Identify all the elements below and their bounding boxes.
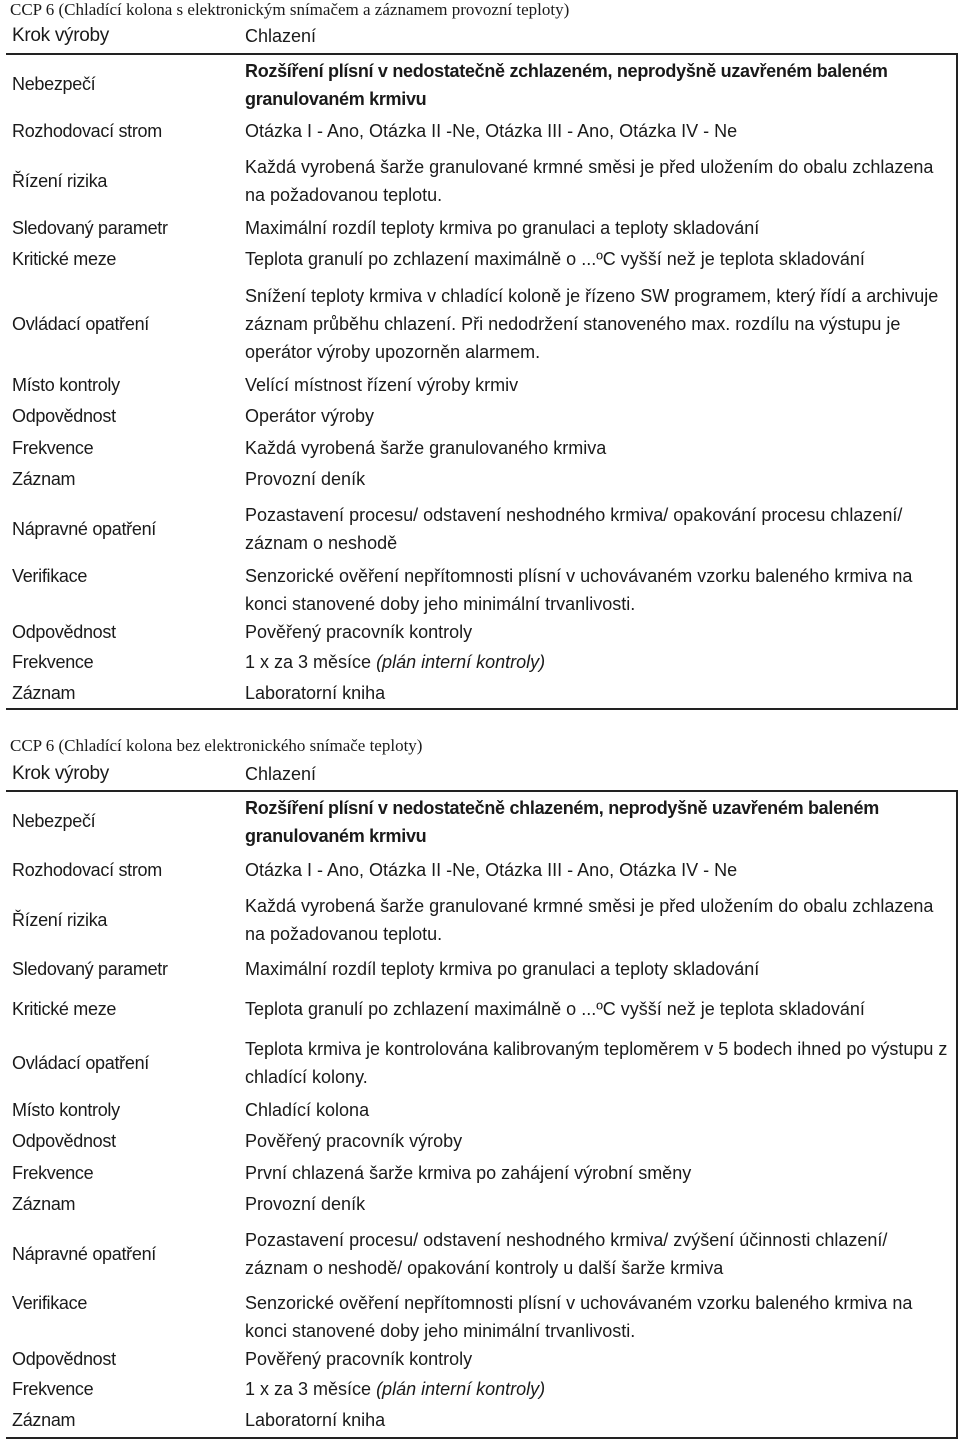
section-2-krok-value: Chlazení <box>245 764 317 784</box>
row-label: Verifikace <box>12 566 88 586</box>
row-value: Každá vyrobená šarže granulovaného krmiva <box>245 438 607 458</box>
row-value: Chladící kolona <box>245 1100 370 1120</box>
row-label: Odpovědnost <box>12 622 116 642</box>
row-label: Frekvence <box>12 652 94 672</box>
table-row <box>6 56 956 112</box>
row-label: Řízení rizika <box>12 171 108 191</box>
row-label: Místo kontroly <box>12 1100 120 1120</box>
row-label: Odpovědnost <box>12 406 116 426</box>
row-value: Senzorické ověření nepřítomnosti plísní v uchovávaném vzorku baleného krmiva na konci stanovené doby jeho minimální trvanlivosti. <box>245 1293 913 1341</box>
row-value: První chlazená šarže krmiva po zahájení výrobní směny <box>245 1163 692 1183</box>
row-value: Každá vyrobená šarže granulované krmné směsi je před uložením do obalu zchlazena na požadovanou teplotu. <box>245 157 934 205</box>
row-value: Pověřený pracovník výroby <box>245 1131 463 1151</box>
row-value: Velící místnost řízení výroby krmiv <box>245 375 519 395</box>
row-value-italic: (plán interní kontroly) <box>376 1379 546 1399</box>
row-value: Pověřený pracovník kontroly <box>245 622 473 642</box>
row-value: Maximální rozdíl teploty krmiva po granulaci a teploty skladování <box>245 218 760 238</box>
row-label: Záznam <box>12 683 76 703</box>
row-value: Teplota krmiva je kontrolována kalibrovaným teploměrem v 5 bodech ihned po výstupu z chladící kolony. <box>245 1039 948 1087</box>
row-label: Frekvence <box>12 1163 94 1183</box>
row-value: Otázka I - Ano, Otázka II -Ne, Otázka III - Ano, Otázka IV - Ne <box>245 121 738 141</box>
row-value: Laboratorní kniha <box>245 1410 386 1430</box>
row-value-text: 1 x za 3 měsíce <box>245 652 377 672</box>
row-label: Kritické meze <box>12 249 117 269</box>
row-value-text: 1 x za 3 měsíce <box>245 1379 377 1399</box>
section-2-krok-label: Krok výroby <box>12 763 110 784</box>
section-2-table <box>6 790 958 1439</box>
row-label: Místo kontroly <box>12 375 120 395</box>
row-value: Senzorické ověření nepřítomnosti plísní v uchovávaném vzorku baleného krmiva na konci stanovené doby jeho minimální trvanlivosti. <box>245 566 913 614</box>
row-value <box>245 1375 948 1403</box>
row-value: Pozastavení procesu/ odstavení neshodného krmiva/ opakování procesu chlazení/ záznam o neshodě <box>245 505 903 553</box>
section-1-krok-label: Krok výroby <box>12 25 110 46</box>
row-value: Provozní deník <box>245 469 366 489</box>
row-label: Kritické meze <box>12 999 117 1019</box>
row-value: Laboratorní kniha <box>245 683 386 703</box>
row-label: Frekvence <box>12 1379 94 1399</box>
row-value: Rozšíření plísní v nedostatečně chlazeném, neprodyšně uzavřeném baleném granulovaném krmivu <box>245 798 879 846</box>
row-label: Odpovědnost <box>12 1131 116 1151</box>
row-label: Rozhodovací strom <box>12 860 162 880</box>
row-label: Záznam <box>12 1410 76 1430</box>
row-label: Záznam <box>12 1194 76 1214</box>
row-value <box>245 648 948 676</box>
row-label: Nápravné opatření <box>12 519 156 539</box>
row-label: Sledovaný parametr <box>12 959 168 979</box>
row-label: Frekvence <box>12 438 94 458</box>
row-value: Rozšíření plísní v nedostatečně zchlazeném, neprodyšně uzavřeném baleném granulovaném krmivu <box>245 61 888 109</box>
row-value: Snížení teploty krmiva v chladící koloně je řízeno SW programem, který řídí a archivuje záznam průběhu chlazení. Při nedodržení stanoveného max. rozdílu na výstupu je operátor výroby upozorněn alarmem. <box>245 286 939 362</box>
row-label: Nebezpečí <box>12 811 96 831</box>
row-label: Nebezpečí <box>12 74 96 94</box>
section-1-title: CCP 6 (Chladící kolona s elektronickým snímačem a záznamem provozní teploty) <box>10 0 570 19</box>
row-value: Provozní deník <box>245 1194 366 1214</box>
row-label: Verifikace <box>12 1293 88 1313</box>
row-value: Pozastavení procesu/ odstavení neshodného krmiva/ zvýšení účinnosti chlazení/ záznam o neshodě/ opakování kontroly u další šarže krmiva <box>245 1230 888 1278</box>
row-label: Řízení rizika <box>12 910 108 930</box>
table-row <box>6 793 956 849</box>
row-value-italic: (plán interní kontroly) <box>376 652 546 672</box>
row-label: Odpovědnost <box>12 1349 116 1369</box>
row-label: Ovládací opatření <box>12 1053 149 1073</box>
row-value: Každá vyrobená šarže granulované krmné směsi je před uložením do obalu zchlazena na požadovanou teplotu. <box>245 896 934 944</box>
row-value: Operátor výroby <box>245 406 375 426</box>
table-top-rule <box>6 790 956 792</box>
row-label: Záznam <box>12 469 76 489</box>
row-label: Ovládací opatření <box>12 314 149 334</box>
row-value: Teplota granulí po zchlazení maximálně o ...ºC vyšší než je teplota skladování <box>245 249 865 269</box>
row-label: Nápravné opatření <box>12 1244 156 1264</box>
row-value: Maximální rozdíl teploty krmiva po granulaci a teploty skladování <box>245 959 760 979</box>
row-value: Otázka I - Ano, Otázka II -Ne, Otázka III - Ano, Otázka IV - Ne <box>245 860 738 880</box>
section-1-table <box>6 53 958 710</box>
row-label: Rozhodovací strom <box>12 121 162 141</box>
row-value: Pověřený pracovník kontroly <box>245 1349 473 1369</box>
row-value: Teplota granulí po zchlazení maximálně o ...ºC vyšší než je teplota skladování <box>245 999 865 1019</box>
section-2-title: CCP 6 (Chladící kolona bez elektronického snímače teploty) <box>10 736 423 755</box>
section-1-krok-value: Chlazení <box>245 26 317 46</box>
row-label: Sledovaný parametr <box>12 218 168 238</box>
table-top-rule <box>6 53 956 55</box>
